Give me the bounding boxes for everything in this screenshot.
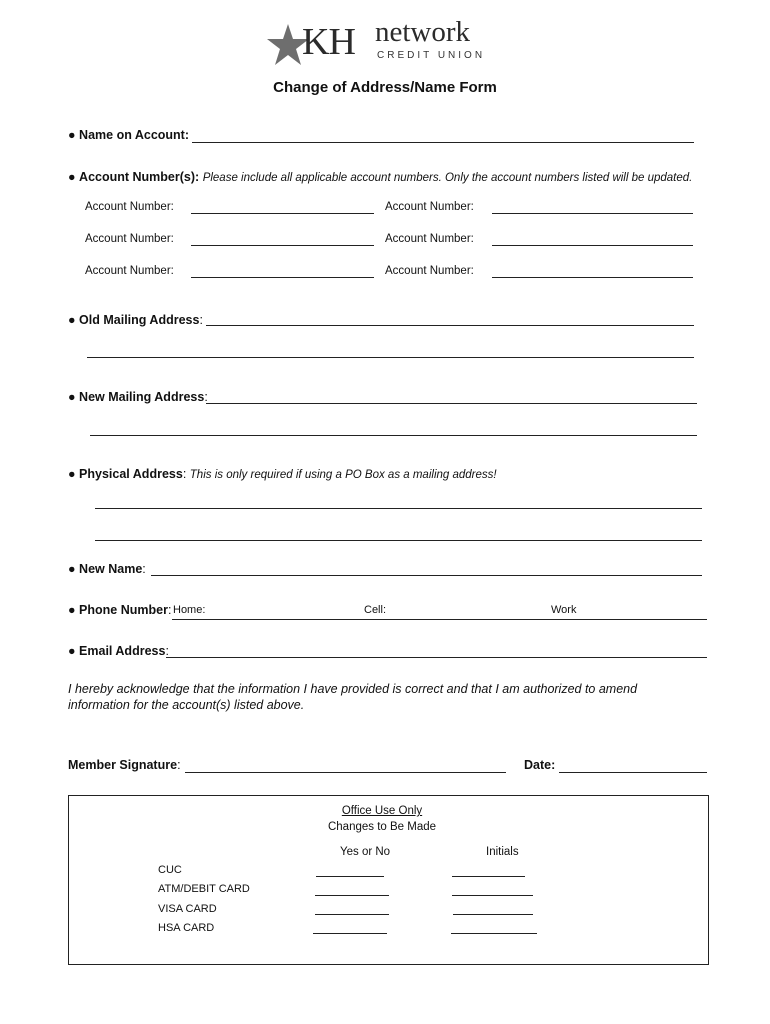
office-row-initials-input[interactable] bbox=[453, 914, 533, 915]
new-name-label: New Name bbox=[79, 562, 143, 576]
physical-address-note: This is only required if using a PO Box as a mailing address! bbox=[189, 469, 497, 481]
account-numbers-label: Account Number(s): bbox=[79, 170, 200, 184]
office-use-box bbox=[68, 795, 709, 965]
logo bbox=[262, 18, 492, 68]
member-signature-label: Member Signature bbox=[68, 758, 178, 772]
account-numbers-row bbox=[68, 170, 692, 184]
email-address-input[interactable] bbox=[166, 657, 707, 658]
account-number-input[interactable] bbox=[492, 277, 693, 278]
col-yes-no-header: Yes or No bbox=[340, 846, 391, 858]
logo-kh: KH bbox=[302, 21, 355, 63]
office-row-initials-input[interactable] bbox=[451, 933, 537, 934]
office-row-initials-input[interactable] bbox=[452, 876, 525, 877]
new-mailing-address-input-line2[interactable] bbox=[90, 435, 697, 436]
bullet: ● bbox=[68, 170, 76, 184]
office-use-subheading: Changes to Be Made bbox=[327, 821, 437, 833]
logo-credit-union: CREDIT UNION bbox=[377, 50, 486, 61]
office-row-label: ATM/DEBIT CARD bbox=[158, 883, 250, 895]
office-row-yes-no-input[interactable] bbox=[315, 895, 389, 896]
member-signature-input[interactable] bbox=[185, 772, 506, 773]
account-number-input[interactable] bbox=[492, 213, 693, 214]
bullet: ● bbox=[68, 313, 76, 327]
physical-address-label: Physical Address bbox=[79, 467, 183, 481]
date-label: Date: bbox=[524, 758, 556, 772]
account-number-label: Account Number: bbox=[385, 265, 474, 277]
account-number-label: Account Number: bbox=[85, 201, 174, 213]
old-mailing-address-row: ● Old Mailing Address: bbox=[68, 313, 203, 327]
bullet: ● bbox=[68, 467, 76, 481]
bullet: ● bbox=[68, 562, 76, 576]
phone-home-label: Home: bbox=[173, 604, 206, 616]
phone-number-row: ● Phone Number: bbox=[68, 603, 172, 617]
phone-number-label: Phone Number bbox=[79, 603, 168, 617]
account-number-input[interactable] bbox=[492, 245, 693, 246]
old-mailing-address-input-line2[interactable] bbox=[87, 357, 694, 358]
bullet: ● bbox=[68, 603, 76, 617]
office-row-initials-input[interactable] bbox=[452, 895, 533, 896]
office-row-yes-no-input[interactable] bbox=[316, 876, 384, 877]
old-mailing-address-label: Old Mailing Address bbox=[79, 313, 200, 327]
logo-network: network bbox=[375, 16, 471, 48]
bullet: ● bbox=[68, 128, 76, 142]
form-title: Change of Address/Name Form bbox=[273, 79, 497, 96]
account-number-input[interactable] bbox=[191, 213, 374, 214]
account-number-input[interactable] bbox=[191, 277, 374, 278]
account-number-label: Account Number: bbox=[85, 265, 174, 277]
name-on-account-row bbox=[68, 128, 189, 142]
name-on-account-label: Name on Account: bbox=[79, 128, 190, 142]
office-row-label: CUC bbox=[158, 864, 182, 876]
office-row-yes-no-input[interactable] bbox=[313, 933, 387, 934]
phone-cell-label: Cell: bbox=[364, 604, 387, 616]
bullet: ● bbox=[68, 390, 76, 404]
col-initials-header: Initials bbox=[486, 846, 519, 858]
phone-work-label: Work bbox=[551, 604, 577, 616]
bullet: ● bbox=[68, 644, 76, 658]
physical-address-input[interactable] bbox=[95, 508, 702, 509]
name-on-account-input[interactable] bbox=[192, 142, 694, 143]
new-mailing-address-label: New Mailing Address bbox=[79, 390, 205, 404]
new-mailing-address-input[interactable] bbox=[206, 403, 697, 404]
account-number-label: Account Number: bbox=[385, 201, 474, 213]
email-address-label: Email Address bbox=[79, 644, 166, 658]
email-address-row: ● Email Address: bbox=[68, 644, 169, 658]
office-row-label: VISA CARD bbox=[158, 903, 217, 915]
new-name-input[interactable] bbox=[151, 575, 702, 576]
phone-number-input[interactable] bbox=[172, 619, 707, 620]
physical-address-row: ● Physical Address: This is only required if using a PO Box as a mailing address! bbox=[68, 467, 497, 481]
physical-address-input-line2[interactable] bbox=[95, 540, 702, 541]
office-row-yes-no-input[interactable] bbox=[315, 914, 389, 915]
member-signature-row: Member Signature: bbox=[68, 758, 181, 772]
date-input[interactable] bbox=[559, 772, 707, 773]
office-row-label: HSA CARD bbox=[158, 922, 215, 934]
account-number-label: Account Number: bbox=[85, 233, 174, 245]
account-number-input[interactable] bbox=[191, 245, 374, 246]
account-number-label: Account Number: bbox=[385, 233, 474, 245]
new-name-row: ● New Name: bbox=[68, 562, 146, 576]
new-mailing-address-row: ● New Mailing Address: bbox=[68, 390, 208, 404]
old-mailing-address-input[interactable] bbox=[206, 325, 694, 326]
acknowledgement-text: I hereby acknowledge that the information I have provided is correct and that I am authorized to amend information for the account(s) listed above. bbox=[68, 682, 638, 712]
office-use-heading: Office Use Only bbox=[341, 805, 423, 817]
account-numbers-note: Please include all applicable account numbers. Only the account numbers listed will be updated. bbox=[202, 172, 693, 184]
